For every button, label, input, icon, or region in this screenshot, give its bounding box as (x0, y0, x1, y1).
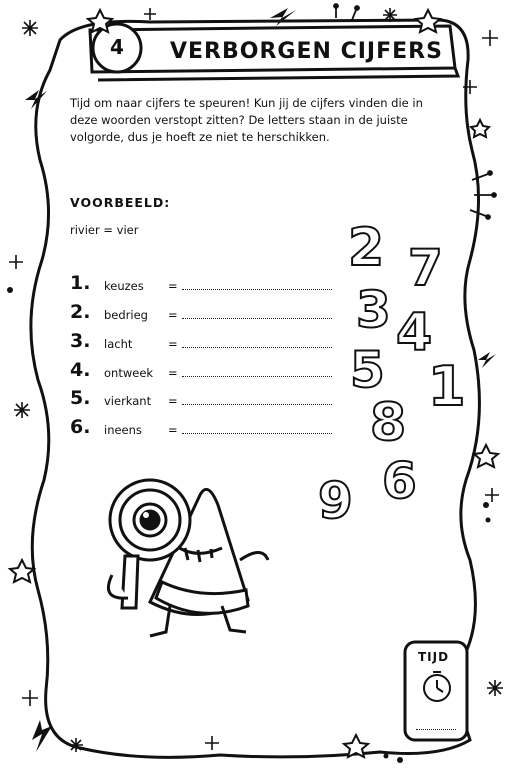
exercise-word: bedrieg (104, 308, 148, 322)
exercise-row (70, 330, 350, 354)
page-title: VERBORGEN CIJFERS (170, 39, 443, 64)
floating-digit: 3 (356, 281, 391, 339)
timer-answer-line[interactable] (416, 729, 456, 730)
answer-line[interactable] (182, 289, 332, 290)
monster-with-magnifier-illustration (108, 480, 268, 636)
intro-text: Tijd om naar cijfers te speuren! Kun jij de cijfers vinden die in deze woorden verstopt zitten? De letters staan in de juiste volgorde, dus je hoeft ze niet te herschikken. (70, 96, 423, 144)
exercise-word: ontweek (104, 366, 154, 380)
exercise-word: lacht (104, 337, 133, 351)
floating-digit: 1 (428, 355, 466, 418)
exercise-number-label: 3. (70, 330, 91, 352)
floating-digit: 5 (350, 341, 385, 399)
answer-line[interactable] (182, 347, 332, 348)
equals-sign: = (168, 394, 178, 408)
floating-digit: 2 (348, 218, 385, 278)
equals-sign: = (168, 423, 178, 437)
exercise-row (70, 272, 350, 296)
equals-sign: = (168, 279, 178, 293)
answer-line[interactable] (182, 318, 332, 319)
exercise-number-label: 1. (70, 272, 91, 294)
equals-sign: = (168, 337, 178, 351)
exercise-number-label: 4. (70, 359, 91, 381)
exercise-number-label: 5. (70, 387, 91, 409)
equals-sign: = (168, 308, 178, 322)
exercise-number: 4 (110, 35, 124, 59)
floating-digit: 9 (318, 472, 353, 530)
answer-line[interactable] (182, 404, 332, 405)
exercise-number-label: 2. (70, 301, 91, 323)
exercise-word: keuzes (104, 279, 144, 293)
exercise-number-label: 6. (70, 416, 91, 438)
floating-digit: 7 (408, 239, 443, 297)
exercise-row (70, 387, 350, 411)
example-heading: VOORBEELD: (70, 195, 171, 210)
exercise-word: ineens (104, 423, 142, 437)
exercise-row (70, 359, 350, 383)
floating-digit: 8 (370, 393, 407, 453)
equals-sign: = (168, 366, 178, 380)
answer-line[interactable] (182, 433, 332, 434)
timer-label: TIJD (418, 650, 450, 664)
exercise-row (70, 301, 350, 325)
example-text: rivier = vier (70, 223, 139, 237)
exercise-word: vierkant (104, 394, 152, 408)
exercise-row (70, 416, 350, 440)
floating-digit: 4 (396, 303, 433, 363)
floating-digit: 6 (382, 452, 417, 510)
answer-line[interactable] (182, 376, 332, 377)
